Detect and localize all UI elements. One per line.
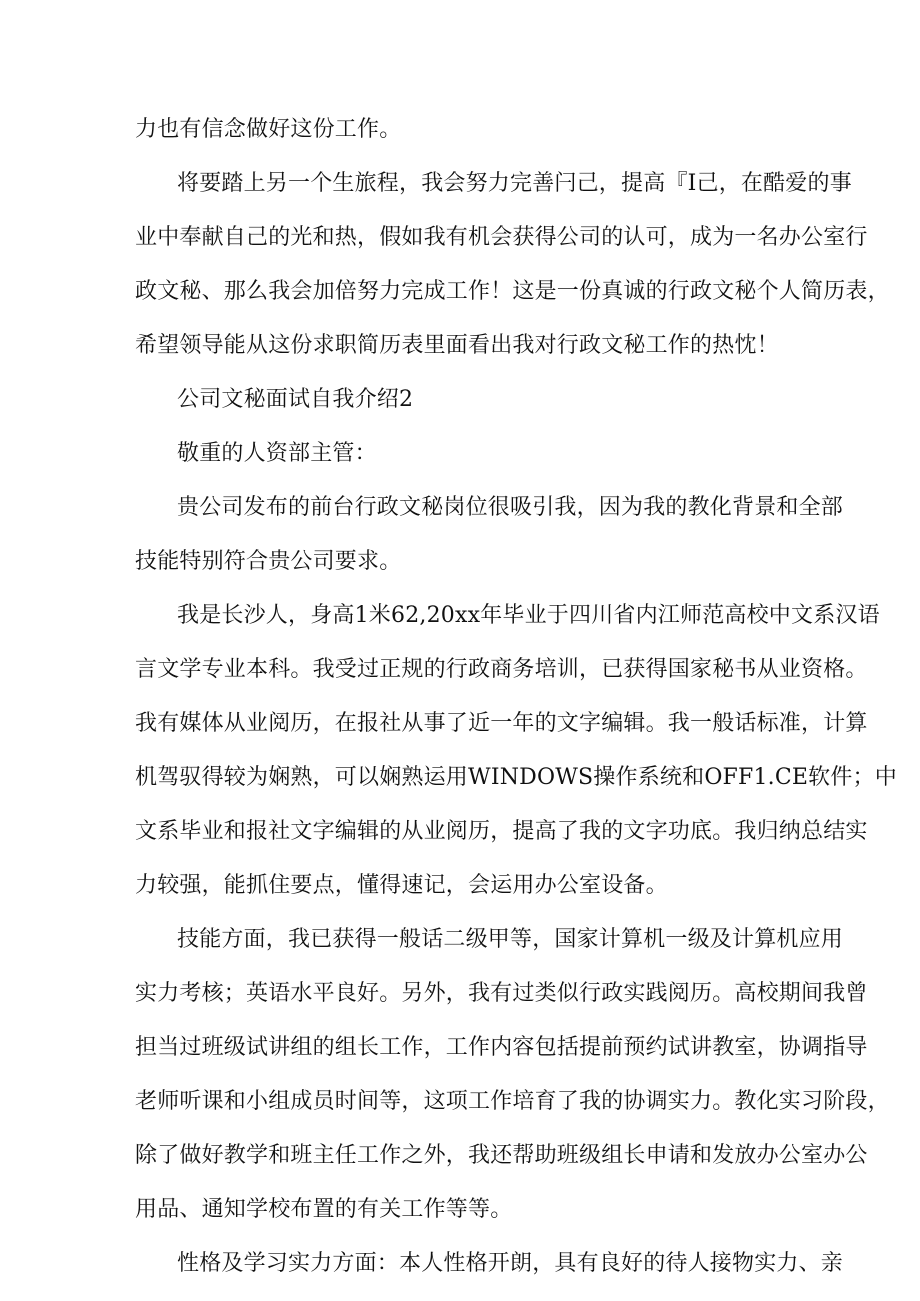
text-line: 老师听课和小组成员时间等，这项工作培育了我的协调实力。教化实习阶段， xyxy=(135,1089,890,1114)
text-line: 性格及学习实力方面：本人性格开朗，具有良好的待人接物实力、亲 xyxy=(177,1251,844,1276)
text-line: 力也有信念做好这份工作。 xyxy=(135,117,402,142)
text-line: 除了做好教学和班主任工作之外，我还帮助班级组长申请和发放办公室办公 xyxy=(135,1143,868,1168)
text-line: 业中奉献自己的光和热，假如我有机会获得公司的认可，成为一名办公室行 xyxy=(135,225,868,250)
text-line: 政文秘、那么我会加倍努力完成工作！这是一份真诚的行政文秘个人简历表， xyxy=(135,279,890,304)
text-line: 技能方面，我已获得一般话二级甲等，国家计算机一级及计算机应用 xyxy=(177,927,844,952)
text-line: 担当过班级试讲组的组长工作，工作内容包括提前预约试讲教室，协调指导 xyxy=(135,1035,868,1060)
text-line: 机驾驭得较为娴熟，可以娴熟运用WINDOWS操作系统和OFF1.CE软件；中 xyxy=(135,765,897,790)
text-line: 将要踏上另一个生旅程，我会努力完善闩己，提高『I己，在酷爱的事 xyxy=(177,171,852,196)
text-line: 技能特别符合贵公司要求。 xyxy=(135,549,402,574)
text-line: 力较强，能抓住要点，懂得速记，会运用办公室设备。 xyxy=(135,873,668,898)
text-line: 实力考核；英语水平良好。另外，我有过类似行政实践阅历。高校期间我曾 xyxy=(135,981,868,1006)
text-line: 言文学专业本科。我受过正规的行政商务培训，已获得国家秘书从业资格。 xyxy=(135,657,868,682)
section-heading: 公司文秘面试自我介绍2 xyxy=(177,387,414,412)
text-line: 文系毕业和报社文字编辑的从业阅历，提高了我的文字功底。我归纳总结实 xyxy=(135,819,868,844)
text-line: 我是长沙人，身高1米62,20xx年毕业于四川省内江师范高校中文系汉语 xyxy=(177,603,880,628)
text-line: 贵公司发布的前台行政文秘岗位很吸引我，因为我的教化背景和全部 xyxy=(177,495,844,520)
text-line: 用品、通知学校布置的有关工作等等。 xyxy=(135,1197,513,1222)
salutation: 敬重的人资部主管： xyxy=(177,441,377,466)
text-line: 我有媒体从业阅历，在报社从事了近一年的文字编辑。我一般话标准，计算 xyxy=(135,711,868,736)
text-line: 希望领导能从这份求职简历表里面看出我对行政文秘工作的热忱！ xyxy=(135,333,779,358)
